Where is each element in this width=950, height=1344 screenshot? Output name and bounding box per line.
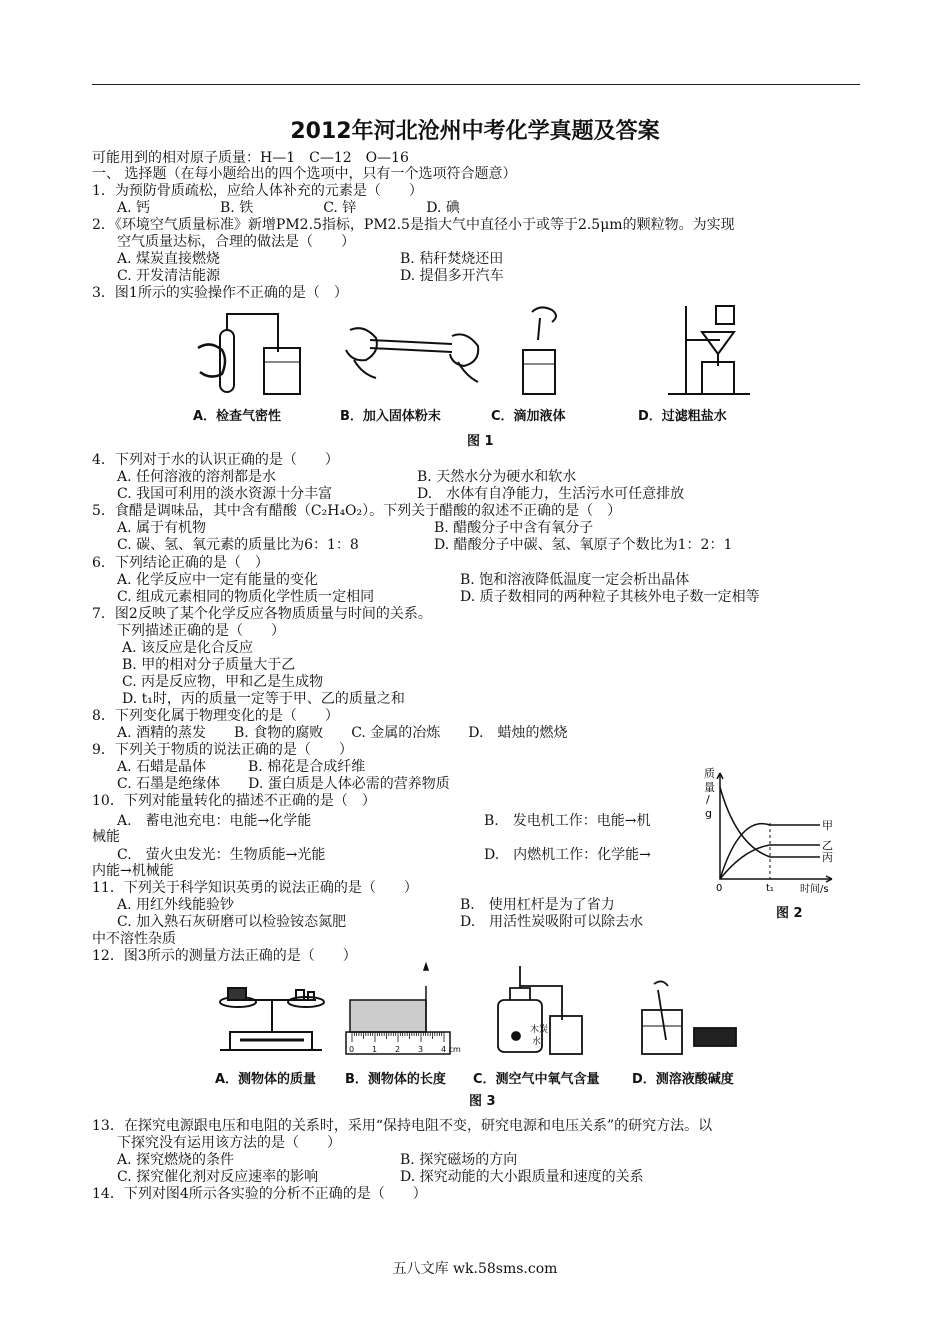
text-line: 4．下列对于水的认识正确的是（ ） [92, 452, 339, 468]
text-line: B. 发电机工作：电能→机 [484, 813, 651, 829]
ruler-tick-label: 4 cm [441, 1045, 461, 1054]
text-line: C. 开发清洁能源 [117, 268, 221, 284]
fig1-caption-c: C．滴加液体 [491, 409, 566, 424]
text-line: B. 探究磁场的方向 [400, 1152, 518, 1168]
text-line: D. 内燃机工作：化学能→ [484, 847, 651, 863]
fig2-t1: t₁ [766, 883, 774, 894]
ph-test-icon [642, 981, 736, 1054]
text-line: B. 使用杠杆是为了省力 [460, 897, 615, 913]
text-line: C. 丙是反应物，甲和乙是生成物 [122, 674, 324, 690]
fig3-bottle-text-water: 水 [532, 1037, 542, 1047]
powder-tube-icon [346, 328, 478, 382]
top-rule [92, 84, 860, 85]
fig3-label: 图 3 [469, 1094, 496, 1109]
fig3-caption-b: B．测物体的长度 [345, 1072, 446, 1087]
text-line: 3．图1所示的实验操作不正确的是（ ） [92, 285, 348, 301]
text-line: 下列描述正确的是（ ） [117, 623, 285, 639]
text-line: A. 煤炭直接燃烧 [117, 251, 221, 267]
ruler-tick-label: 0 [349, 1045, 355, 1054]
text-line: D. 醋酸分子中碳、氢、氧原子个数比为1：2：1 [434, 537, 733, 553]
figure-2 [700, 765, 850, 905]
fig2-series-bing: 丙 [822, 851, 833, 864]
text-line: D. 质子数相同的两种粒子其核外电子数一定相等 [460, 589, 760, 605]
fig2-ylabel-4: g [705, 807, 712, 820]
fig1-label: 图 1 [467, 434, 494, 449]
text-line: C. 探究催化剂对反应速率的影响 [117, 1169, 319, 1185]
text-line: 2．《环境空气质量标准》新增PM2.5指标，PM2.5是指大气中直径小于或等于2.5μm的颗粒物。为实现 [92, 217, 735, 233]
text-line: B. 秸秆焚烧还田 [400, 251, 504, 267]
text-line: B. 天然水分为硬水和软水 [417, 469, 577, 485]
text-line: 8．下列变化属于物理变化的是（ ） [92, 708, 339, 724]
fig1-caption-a: A．检查气密性 [193, 409, 282, 424]
fig3-caption-a: A．测物体的质量 [215, 1072, 317, 1087]
text-line: 中不溶性杂质 [92, 931, 176, 947]
fig1-caption-d: D．过滤粗盐水 [638, 409, 727, 424]
footer-watermark: 五八文库 wk.58sms.com [392, 1261, 558, 1277]
fig2-ylabel-1: 质 [704, 767, 715, 780]
fig2-series-jia: 甲 [822, 819, 833, 832]
fig3-caption-d: D．测溶液酸碱度 [632, 1072, 734, 1087]
text-line: 11．下列关于科学知识英勇的说法正确的是（ ） [92, 880, 418, 896]
text-line: 14．下列对图4所示各实验的分析不正确的是（ ） [92, 1186, 427, 1202]
dropper-icon [523, 307, 556, 394]
fig2-label: 图 2 [776, 906, 803, 921]
text-line: 一、 选择题（在每小题给出的四个选项中，只有一个选项符合题意） [92, 166, 517, 182]
text-line: D. 提倡多开汽车 [400, 268, 504, 284]
text-line: D. 探究动能的大小跟质量和速度的关系 [400, 1169, 644, 1185]
fig2-series-yi: 乙 [822, 839, 833, 852]
text-line: A. 蓄电池充电：电能→化学能 [117, 813, 312, 829]
text-line: C. 石墨是绝缘体 D. 蛋白质是人体必需的营养物质 [117, 776, 450, 792]
page-title: 2012年河北沧州中考化学真题及答案 [290, 119, 660, 144]
text-line: 6．下列结论正确的是（ ） [92, 555, 269, 571]
text-line: B. 甲的相对分子质量大于乙 [122, 657, 296, 673]
text-line: 9．下列关于物质的说法正确的是（ ） [92, 742, 353, 758]
text-line: 10．下列对能量转化的描述不正确的是（ ） [92, 793, 376, 809]
filter-stand-icon [668, 306, 750, 394]
fig2-ylabel-3: / [706, 793, 710, 806]
text-line: 7．图2反映了某个化学反应各物质质量与时间的关系。 [92, 606, 432, 622]
text-line: C. 加入熟石灰研磨可以检验铵态氮肥 [117, 914, 347, 930]
fig2-origin: 0 [716, 883, 723, 894]
text-line: 13．在探究电源跟电压和电阻的关系时，采用“保持电阻不变，研究电源和电压关系”的研究方法。以 [92, 1118, 713, 1134]
ruler-icon [346, 964, 461, 1054]
text-line: A. 用红外线能验钞 [117, 897, 235, 913]
balance-icon [220, 988, 324, 1050]
text-line: 下探究没有运用该方法的是（ ） [117, 1135, 341, 1151]
text-line: C. 碳、氢、氧元素的质量比为6：1：8 [117, 537, 359, 553]
text-line: C. 萤火虫发光：生物质能→光能 [117, 847, 326, 863]
fig1-caption-b: B．加入固体粉末 [340, 409, 441, 424]
ruler-tick-label: 2 [395, 1045, 401, 1054]
fig2-ylabel-2: 量 [704, 781, 715, 794]
text-line: B. 饱和溶液降低温度一定会析出晶体 [460, 572, 690, 588]
text-line: 5．食醋是调味品，其中含有醋酸（C₂H₄O₂）。下列关于醋酸的叙述不正确的是（ ） [92, 503, 622, 519]
fig3-caption-c: C．测空气中氧气含量 [473, 1072, 600, 1087]
airtightness-apparatus-icon [198, 314, 300, 394]
text-line: D. 用活性炭吸附可以除去水 [460, 914, 644, 930]
text-line: 械能 [92, 829, 120, 845]
ruler-tick-label: 1 [372, 1045, 378, 1054]
text-line: 可能用到的相对原子质量：H—1 C—12 O—16 [92, 150, 409, 166]
text-line: 1．为预防骨质疏松，应给人体补充的元素是（ ） [92, 183, 423, 199]
text-line: A. 探究燃烧的条件 [117, 1152, 235, 1168]
text-line: D. t₁时，丙的质量一定等于甲、乙的质量之和 [122, 691, 405, 707]
text-line: A. 石蜡是晶体 B. 棉花是合成纤维 [117, 759, 366, 775]
text-line: A. 任何溶液的溶剂都是水 [117, 469, 277, 485]
text-line: C. 组成元素相同的物质化学性质一定相同 [117, 589, 375, 605]
text-line: A. 化学反应中一定有能量的变化 [117, 572, 319, 588]
text-line: D. 水体有自净能力，生活污水可任意排放 [417, 486, 685, 502]
text-line: 12．图3所示的测量方法正确的是（ ） [92, 948, 357, 964]
text-line: A. 钙 B. 铁 C. 锌 D. 碘 [117, 200, 460, 216]
figure-3 [210, 960, 750, 1060]
text-line: 空气质量达标，合理的做法是（ ） [117, 234, 355, 250]
figure-1 [190, 300, 770, 400]
ruler-tick-label: 3 [418, 1045, 424, 1054]
series-bing-curve [720, 787, 820, 857]
text-line: A. 酒精的蒸发 B. 食物的腐败 C. 金属的冶炼 D. 蜡烛的燃烧 [117, 725, 568, 741]
text-line: B. 醋酸分子中含有氧分子 [434, 520, 594, 536]
fig2-xlabel: 时间/s [800, 884, 829, 895]
text-line: C. 我国可利用的淡水资源十分丰富 [117, 486, 333, 502]
text-line: 内能→机械能 [92, 863, 174, 879]
fig3-bottle-text-charcoal: 木炭 [530, 1025, 549, 1035]
text-line: A. 该反应是化合反应 [122, 640, 254, 656]
text-line: A. 属于有机物 [117, 520, 207, 536]
